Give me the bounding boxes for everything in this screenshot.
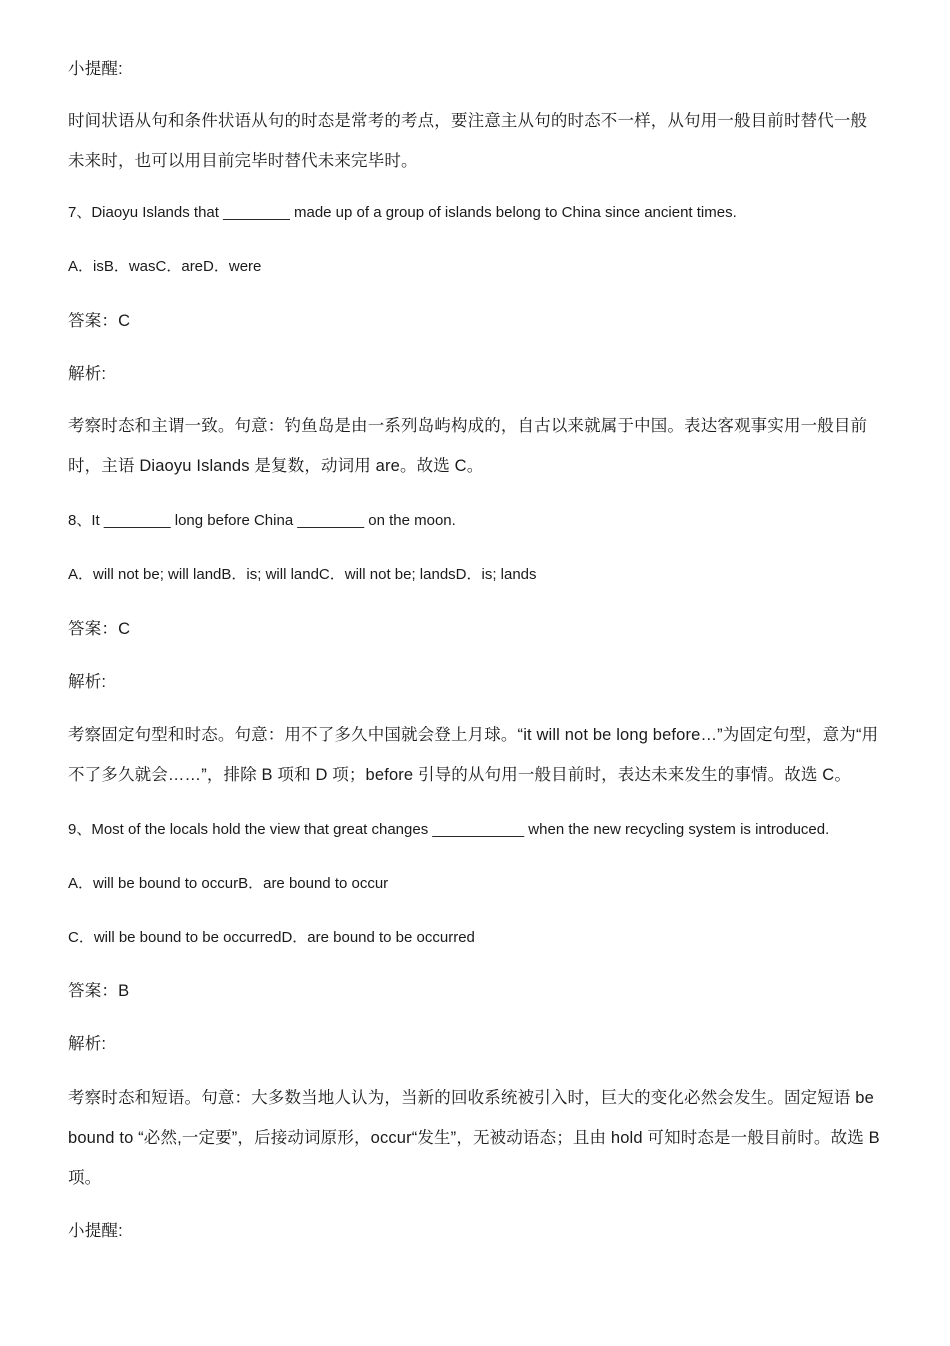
question-9-options-line-2: C．will be bound to be occurredD．are bound to be occurred	[68, 929, 475, 946]
question-8-stem: 8、It ________ long before China ________ on the moon.	[68, 512, 456, 529]
tip-label: 小提醒:	[68, 60, 123, 78]
tip-text-line: 时间状语从句和条件状语从句的时态是常考的考点，要注意主从句的时态不一样，从句用一般目前时替代一般	[68, 112, 868, 130]
analysis-line: bound to “必然,一定要”，后接动词原形，occur“发生”，无被动语态；且由 hold 可知时态是一般目前时。故选 B	[68, 1129, 880, 1147]
question-9-stem: 9、Most of the locals hold the view that great changes ___________ when the new recycling system is introduced.	[68, 821, 830, 838]
question-9-analysis-label: 解析:	[68, 1035, 107, 1053]
question-8-analysis	[68, 715, 883, 795]
question-8-options: A．will not be; will landB．is; will landC．will not be; landsD．is; lands	[68, 566, 537, 583]
question-9-answer: 答案：B	[68, 982, 130, 1000]
analysis-line: 考察固定句型和时态。句意：用不了多久中国就会登上月球。“it will not be long before…”为固定句型，意为“用	[68, 726, 879, 744]
question-9-analysis	[68, 1078, 883, 1198]
question-7-analysis	[68, 406, 883, 486]
analysis-line: 考察时态和主谓一致。句意：钓鱼岛是由一系列岛屿构成的，自古以来就属于中国。表达客观事实用一般目前	[68, 417, 868, 435]
question-7-answer: 答案：C	[68, 312, 131, 330]
question-9-options-line-1: A．will be bound to occurB．are bound to occur	[68, 875, 389, 892]
analysis-line: 不了多久就会……”，排除 B 项和 D 项；before 引导的从句用一般目前时，表达未来发生的事情。故选 C。	[68, 766, 852, 784]
tip-paragraph	[68, 101, 883, 181]
analysis-line: 时，主语 Diaoyu Islands 是复数，动词用 are。故选 C。	[68, 457, 484, 475]
question-8-analysis-label: 解析:	[68, 673, 107, 691]
question-7-analysis-label: 解析:	[68, 365, 107, 383]
question-7-options: A．isB．wasC．areD．were	[68, 258, 262, 275]
question-8-answer: 答案：C	[68, 620, 131, 638]
question-7-stem: 7、Diaoyu Islands that ________ made up of a group of islands belong to China since ancient times.	[68, 204, 737, 221]
tip-label: 小提醒:	[68, 1222, 123, 1240]
tip-text-line: 未来时，也可以用目前完毕时替代未来完毕时。	[68, 152, 418, 170]
analysis-line: 项。	[68, 1169, 102, 1187]
analysis-line: 考察时态和短语。句意：大多数当地人认为，当新的回收系统被引入时，巨大的变化必然会发生。固定短语 be	[68, 1089, 874, 1107]
